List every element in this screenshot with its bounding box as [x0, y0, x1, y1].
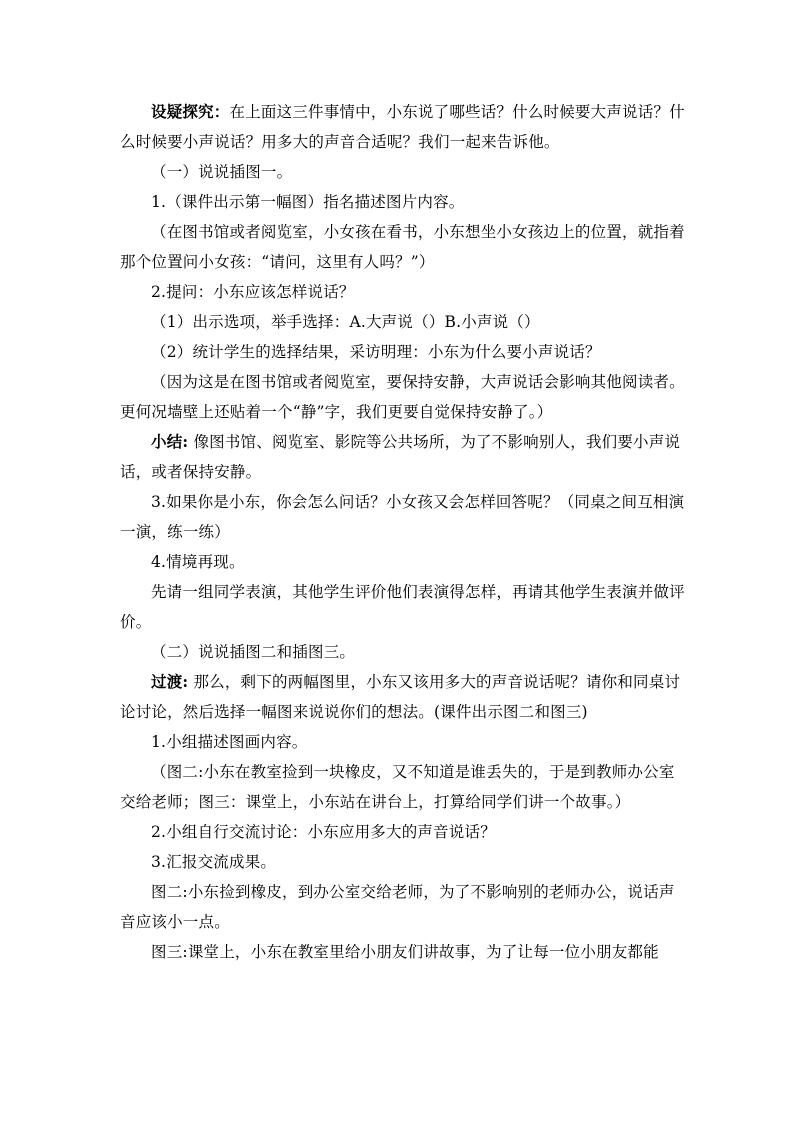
step-1: 1.（课件出示第一幅图）指名描述图片内容。 [151, 193, 465, 211]
text-transition: 那么，剩下的两幅图里，小东又该用多大的声音说话呢？请你和同桌讨论讨论，然后选择一幅图来说说你们的想法。(课件出示图二和图三) [120, 673, 681, 721]
paragraph-summary [120, 427, 690, 487]
step-4: 4.情境再现。 [151, 553, 245, 571]
document-page [120, 97, 690, 967]
paragraph-inquiry [120, 97, 690, 157]
reason-paragraph: （因为这是在图书馆或者阅览室，要保持安静，大声说话会影响其他阅读者。更何况墙壁上还贴着一个“静”字，我们更要自觉保持安静了。） [120, 373, 685, 421]
picture-description-1: （在图书馆或者阅览室，小女孩在看书，小东想坐小女孩边上的位置，就指着那个位置问小女孩：“请问，这里有人吗？”） [120, 223, 685, 271]
answer-picture-2: 图二:小东捡到橡皮，到办公室交给老师，为了不影响别的老师办公，说话声音应该小一点。 [120, 883, 675, 931]
label-summary: 小结: [151, 432, 189, 451]
answer-picture-3: 图三:课堂上，小东在教室里给小朋友们讲故事，为了让每一位小朋友都能 [151, 943, 659, 961]
performance-paragraph: 先请一组同学表演，其他学生评价他们表演得怎样，再请其他学生表演并做评价。 [120, 583, 685, 631]
step-2: 2.提问：小东应该怎样说话？ [151, 283, 355, 301]
picture-description-2-3: （图二:小东在教室捡到一块橡皮，又不知道是谁丢失的，于是到教师办公室交给老师；图三：课堂上，小东站在讲台上，打算给同学们讲一个故事。） [120, 763, 675, 811]
section-heading-1: （一）说说插图一。 [151, 163, 293, 181]
text-summary: 像图书馆、阅览室、影院等公共场所，为了不影响别人，我们要小声说话，或者保持安静。 [120, 433, 681, 481]
label-transition: 过渡: [151, 672, 189, 691]
group-step-2: 2.小组自行交流讨论：小东应用多大的声音说话？ [151, 823, 496, 841]
sub-step-1: （1）出示选项，举手选择：A.大声说（）B.小声说（） [151, 313, 540, 331]
step-3: 3.如果你是小东，你会怎么问话？小女孩又会怎样回答呢？（同桌之间互相演一演，练一练） [120, 493, 685, 541]
sub-step-2: （2）统计学生的选择结果，采访明理：小东为什么要小声说话？ [151, 343, 601, 361]
group-step-1: 1.小组描述图画内容。 [151, 733, 308, 751]
section-heading-2: （二）说说插图二和插图三。 [151, 643, 356, 661]
label-inquiry: 设疑探究： [151, 102, 230, 121]
paragraph-transition [120, 667, 690, 727]
text-inquiry: 在上面这三件事情中，小东说了哪些话？什么时候要大声说话？什么时候要小声说话？用多大的声音合适呢？我们一起来告诉他。 [120, 103, 685, 151]
group-step-3: 3.汇报交流成果。 [151, 853, 277, 871]
